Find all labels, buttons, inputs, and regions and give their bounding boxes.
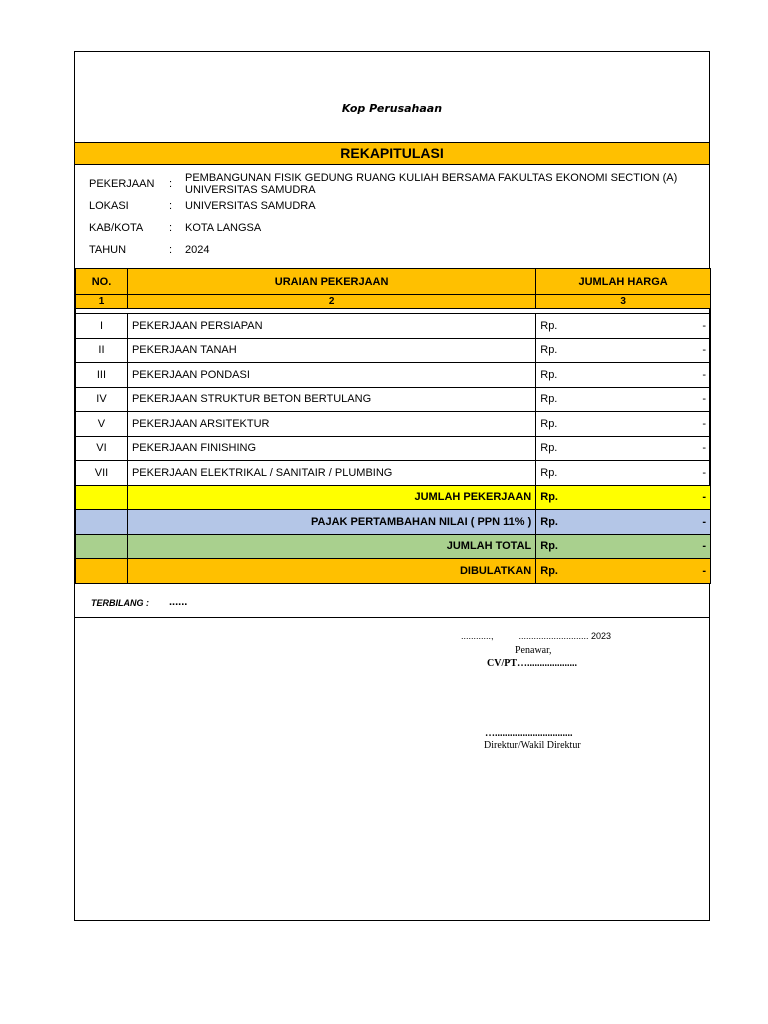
amount-value: - bbox=[702, 417, 706, 430]
row-amount bbox=[536, 338, 711, 363]
currency-label: Rp. bbox=[540, 564, 558, 577]
amount-value: - bbox=[702, 368, 706, 381]
info-colon: : bbox=[169, 222, 173, 234]
info-colon: : bbox=[169, 244, 173, 256]
currency-label: Rp. bbox=[540, 515, 558, 528]
row-desc: PEKERJAAN ARSITEKTUR bbox=[127, 412, 535, 437]
summary-label: JUMLAH PEKERJAAN bbox=[127, 485, 535, 510]
row-no: V bbox=[76, 412, 128, 437]
info-value: PEMBANGUNAN FISIK GEDUNG RUANG KULIAH BERSAMA FAKULTAS EKONOMI SECTION (A) bbox=[185, 172, 678, 184]
amount-value: - bbox=[702, 393, 706, 406]
currency-label: Rp. bbox=[540, 491, 558, 504]
signature-position: Direktur/Wakil Direktur bbox=[484, 740, 581, 751]
row-no: III bbox=[76, 363, 128, 388]
currency-label: Rp. bbox=[540, 466, 558, 479]
summary-label: JUMLAH TOTAL bbox=[127, 534, 535, 559]
table-row bbox=[76, 461, 711, 486]
info-label: TAHUN bbox=[89, 244, 127, 256]
table-header-row bbox=[76, 269, 711, 295]
section-divider bbox=[75, 617, 709, 618]
amount-value: - bbox=[702, 442, 706, 455]
row-amount bbox=[536, 387, 711, 412]
info-colon: : bbox=[169, 178, 173, 190]
info-value-line2: UNIVERSITAS SAMUDRA bbox=[185, 184, 316, 196]
currency-label: Rp. bbox=[540, 344, 558, 357]
summary-label: PAJAK PERTAMBAHAN NILAI ( PPN 11% ) bbox=[127, 510, 535, 535]
info-colon: : bbox=[169, 200, 173, 212]
row-desc: PEKERJAAN FINISHING bbox=[127, 436, 535, 461]
currency-label: Rp. bbox=[540, 319, 558, 332]
row-desc: PEKERJAAN PONDASI bbox=[127, 363, 535, 388]
company-letterhead: Kop Perusahaan bbox=[341, 102, 443, 115]
row-desc: PEKERJAAN TANAH bbox=[127, 338, 535, 363]
column-number: 1 bbox=[76, 295, 128, 309]
info-value: KOTA LANGSA bbox=[185, 222, 262, 234]
summary-amount bbox=[536, 510, 711, 535]
summary-row-jumlah-pekerjaan bbox=[76, 485, 711, 510]
header-jumlah-harga: JUMLAH HARGA bbox=[536, 269, 711, 295]
info-value: 2024 bbox=[185, 244, 210, 256]
signature-company: CV/PT….................... bbox=[487, 658, 577, 669]
summary-row-ppn bbox=[76, 510, 711, 535]
amount-value: - bbox=[702, 540, 706, 553]
summary-row-dibulatkan bbox=[76, 559, 711, 584]
table-row bbox=[76, 314, 711, 339]
info-value: UNIVERSITAS SAMUDRA bbox=[185, 200, 316, 212]
row-desc: PEKERJAAN STRUKTUR BETON BERTULANG bbox=[127, 387, 535, 412]
table-number-row bbox=[76, 295, 711, 309]
document-sheet bbox=[74, 51, 710, 921]
row-no: II bbox=[76, 338, 128, 363]
info-row-tahun bbox=[75, 244, 711, 258]
table-row bbox=[76, 436, 711, 461]
summary-amount bbox=[536, 559, 711, 584]
terbilang-label: TERBILANG : bbox=[91, 598, 149, 608]
signature-penawar: Penawar, bbox=[515, 645, 552, 656]
amount-value: - bbox=[702, 491, 706, 504]
currency-label: Rp. bbox=[540, 417, 558, 430]
signature-name-line: …............................... bbox=[485, 728, 573, 739]
info-label: PEKERJAAN bbox=[89, 178, 155, 190]
amount-value: - bbox=[702, 515, 706, 528]
amount-value: - bbox=[702, 564, 706, 577]
row-amount bbox=[536, 363, 711, 388]
summary-row-jumlah-total bbox=[76, 534, 711, 559]
row-desc: PEKERJAAN ELEKTRIKAL / SANITAIR / PLUMBING bbox=[127, 461, 535, 486]
row-no: VII bbox=[76, 461, 128, 486]
amount-value: - bbox=[702, 319, 706, 332]
row-amount bbox=[536, 436, 711, 461]
row-amount bbox=[536, 314, 711, 339]
document-title: REKAPITULASI bbox=[75, 142, 709, 165]
terbilang-value: ...... bbox=[169, 596, 188, 608]
column-number: 2 bbox=[127, 295, 535, 309]
amount-value: - bbox=[702, 344, 706, 357]
row-desc: PEKERJAAN PERSIAPAN bbox=[127, 314, 535, 339]
currency-label: Rp. bbox=[540, 393, 558, 406]
summary-label: DIBULATKAN bbox=[127, 559, 535, 584]
info-label: KAB/KOTA bbox=[89, 222, 144, 234]
summary-amount bbox=[536, 485, 711, 510]
table-row bbox=[76, 387, 711, 412]
info-row-lokasi bbox=[75, 200, 711, 214]
signature-date-line: ............, ............................ 2023 bbox=[461, 631, 612, 641]
amount-value: - bbox=[702, 466, 706, 479]
row-no: I bbox=[76, 314, 128, 339]
summary-empty-cell bbox=[76, 534, 128, 559]
row-no: IV bbox=[76, 387, 128, 412]
info-label: LOKASI bbox=[89, 200, 129, 212]
row-no: VI bbox=[76, 436, 128, 461]
row-amount bbox=[536, 461, 711, 486]
currency-label: Rp. bbox=[540, 540, 558, 553]
currency-label: Rp. bbox=[540, 368, 558, 381]
info-row-pekerjaan bbox=[75, 172, 711, 196]
info-row-kabkota bbox=[75, 222, 711, 236]
summary-amount bbox=[536, 534, 711, 559]
currency-label: Rp. bbox=[540, 442, 558, 455]
table-row bbox=[76, 338, 711, 363]
row-amount bbox=[536, 412, 711, 437]
summary-empty-cell bbox=[76, 510, 128, 535]
table-row bbox=[76, 363, 711, 388]
table-row bbox=[76, 412, 711, 437]
column-number: 3 bbox=[536, 295, 711, 309]
summary-empty-cell bbox=[76, 559, 128, 584]
header-no: NO. bbox=[76, 269, 128, 295]
summary-empty-cell bbox=[76, 485, 128, 510]
recap-table bbox=[75, 268, 711, 584]
header-uraian: URAIAN PEKERJAAN bbox=[127, 269, 535, 295]
